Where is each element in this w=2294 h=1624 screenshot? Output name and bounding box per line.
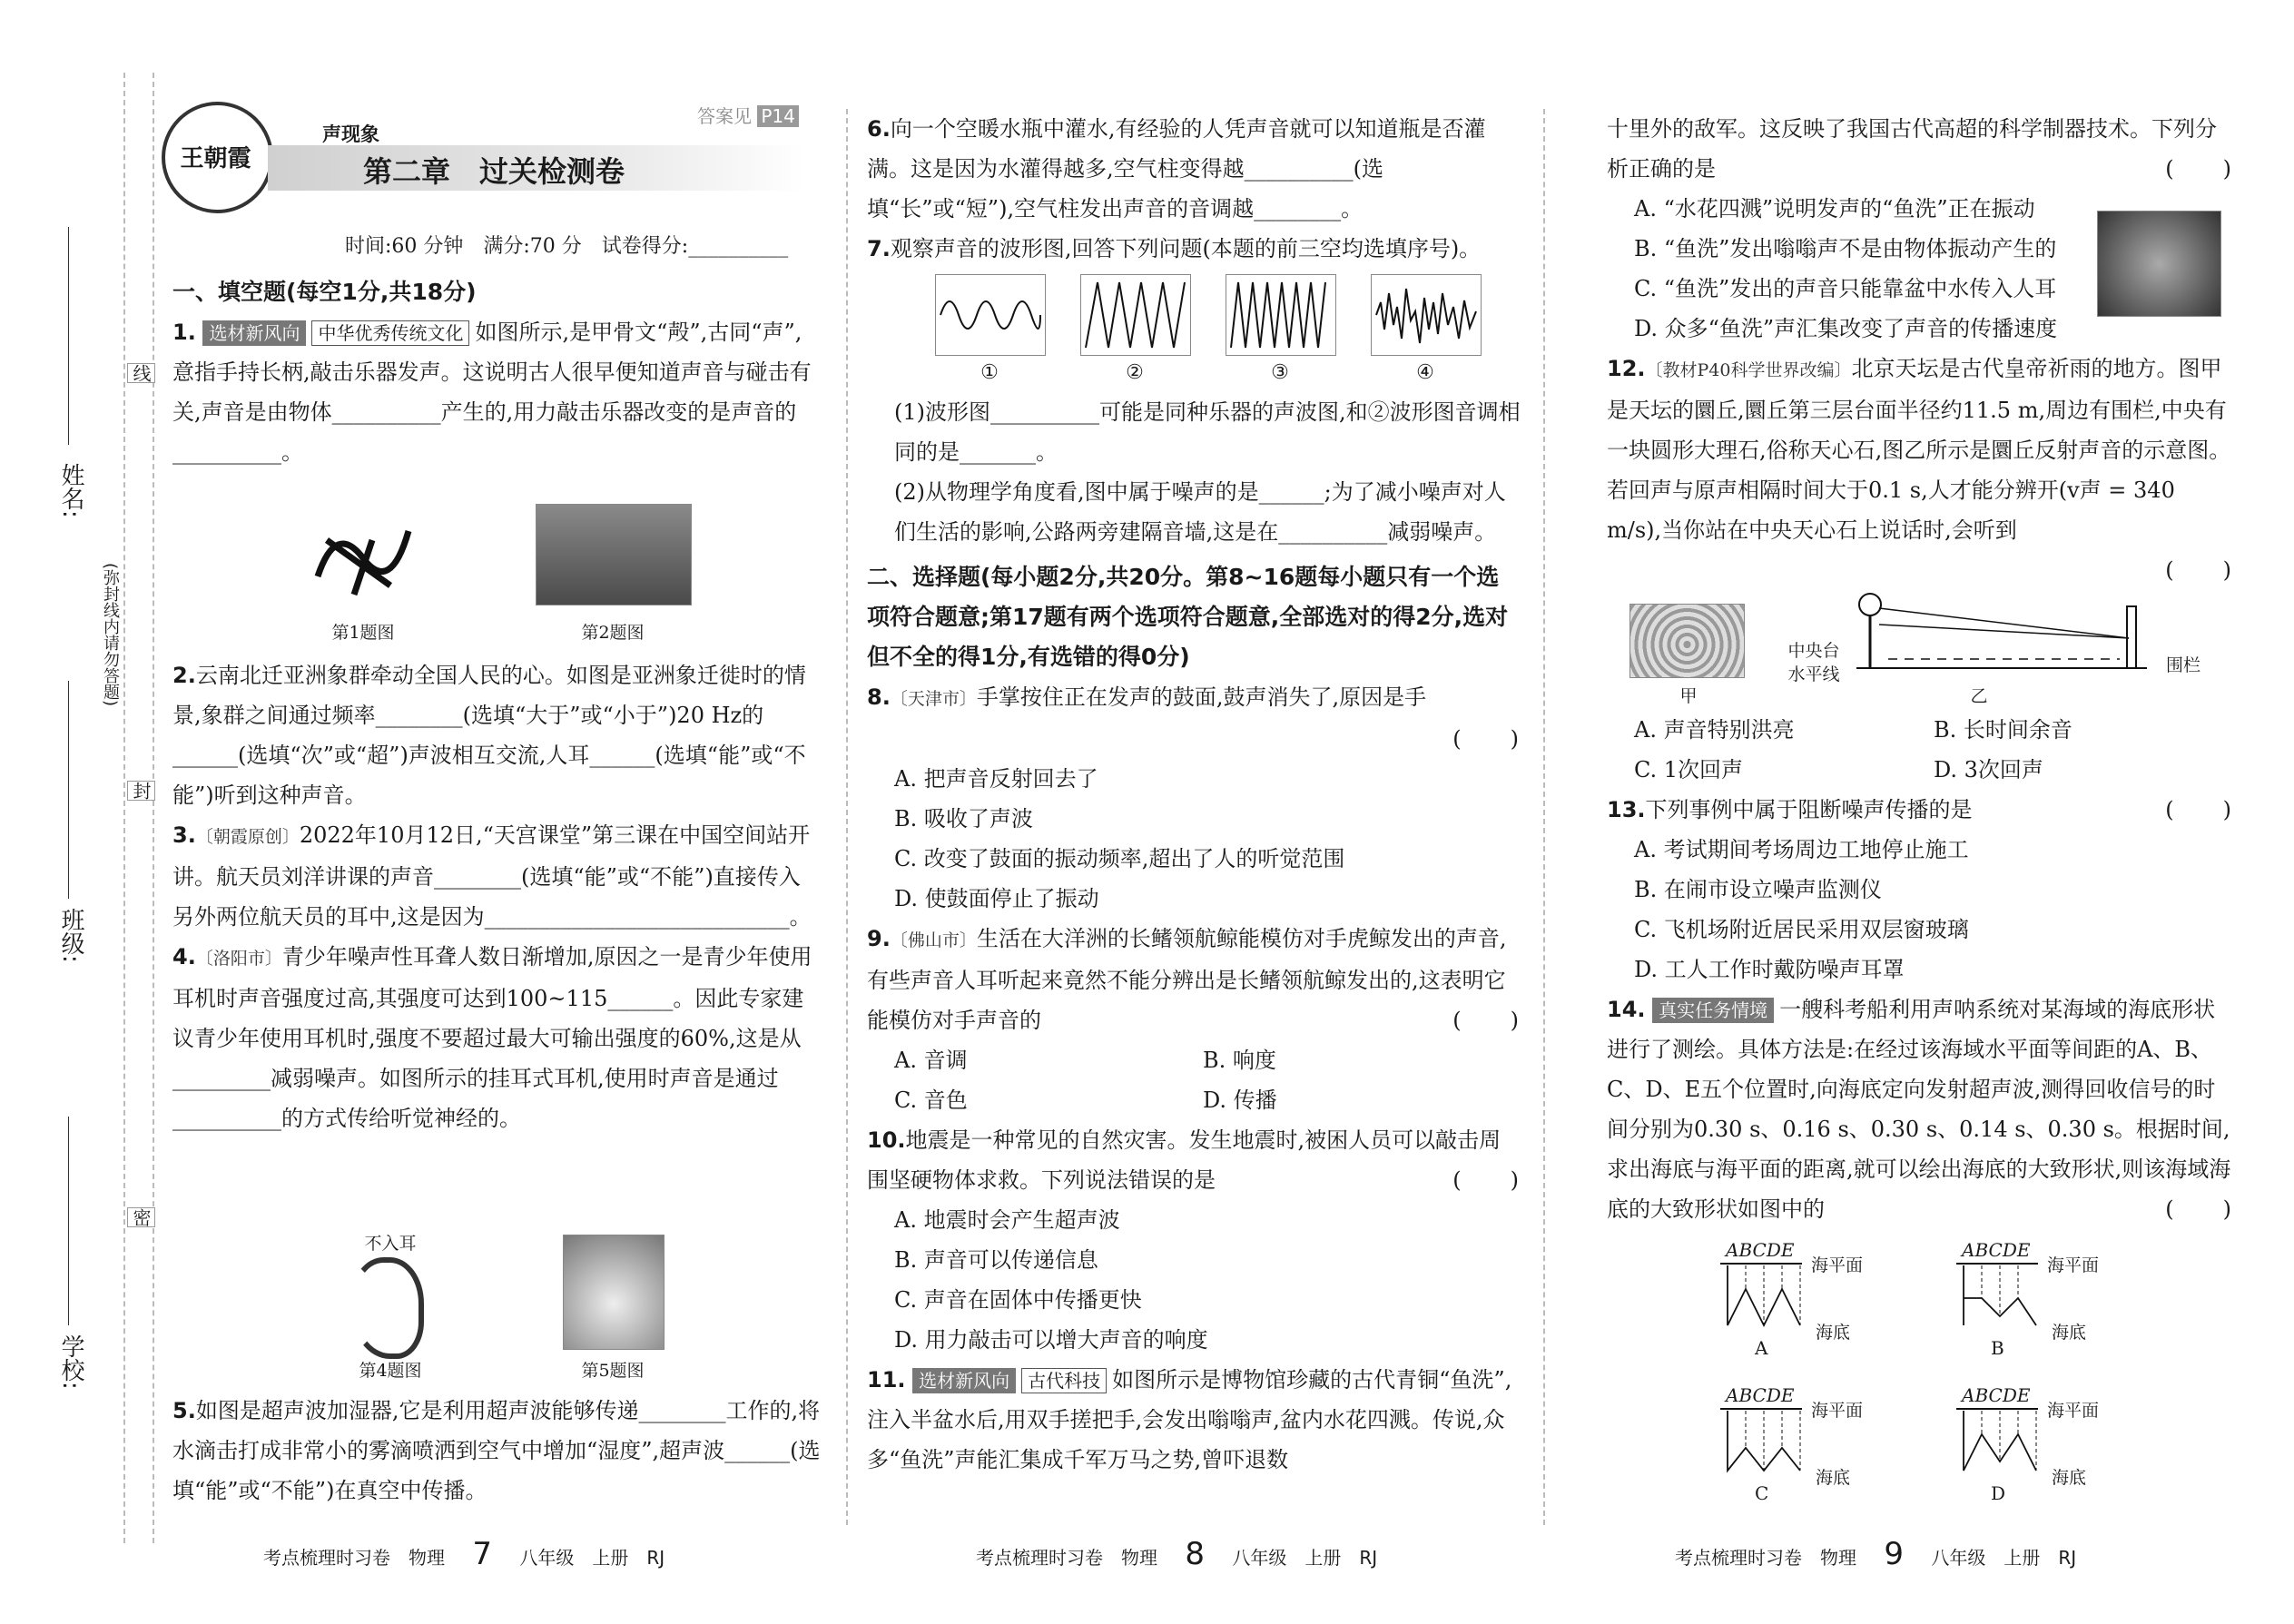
- seafloor-c-label[interactable]: C: [1755, 1482, 1769, 1504]
- q9-options-row-2: [867, 1080, 1521, 1120]
- q8-text: 手掌按住正在发声的鼓面,鼓声消失了,原因是手: [976, 684, 1427, 710]
- seafloor-d-label[interactable]: D: [1991, 1482, 2006, 1504]
- q8-option-d[interactable]: D. 使鼓面停止了振动: [894, 886, 1099, 911]
- brand-name: 王朝霞: [180, 145, 251, 172]
- seafloor-d-letters: ABCDE: [1962, 1384, 2031, 1406]
- q8-option-c[interactable]: C. 改变了鼓面的振动频率,超出了人的听觉范围: [894, 846, 1345, 871]
- elephant-photo: [536, 504, 692, 605]
- q9-option-b[interactable]: B. 响度: [1203, 1048, 1276, 1073]
- binding-seal-line: 线: [127, 363, 155, 383]
- right-column: [1607, 109, 2233, 590]
- q10-text: 地震是一种常见的自然灾害。发生地震时,被困人员可以敲击周围坚硬物体求救。下列说法错误的是: [867, 1127, 1501, 1193]
- binding-note: (弥封线内请勿答题): [101, 563, 120, 707]
- answer-ref-label: 答案见: [697, 105, 752, 127]
- oracle-bone-glyph: [300, 504, 427, 613]
- page-number-7: 7: [472, 1536, 492, 1572]
- temple-photo: [1629, 604, 1745, 678]
- footer-8-grade: 八年级 上册 RJ: [1232, 1547, 1378, 1569]
- humidifier-photo: [563, 1235, 665, 1350]
- question-6: 6.向一个空暖水瓶中灌水,有经验的人凭声音就可以知道瓶是否灌满。这是因为水灌得越多,空气柱变得越__________(选填“长”或“短”),空气柱发出声音的音调越________。: [867, 116, 1486, 221]
- waveform-1: [935, 274, 1046, 356]
- reflection-drawing: [1852, 588, 2151, 679]
- question-1: 1. 选材新风向 中华优秀传统文化 如图所示,是甲骨文“殸”,古同“声”,意指手持长柄,敲击乐器发声。这说明古人很早便知道声音与碰击有关,声音是由物体__________产生的,用力敲击乐器改变的是声音的__________。: [172, 320, 812, 465]
- footer-page-9: [1675, 1536, 2076, 1572]
- q3-text: 2022年10月12日,“天宫课堂”第三课在中国空间站开讲。航天员刘洋讲课的声音________(选填“能”或“不能”)直接传入另外两位航天员的耳中,这是因为____________________________。: [172, 822, 812, 930]
- name-line: [68, 227, 69, 445]
- waveform-1-drawing: [936, 275, 1045, 355]
- page-number-8: 8: [1185, 1536, 1205, 1572]
- question-2: 2.云南北迁亚洲象群牵动全国人民的心。如图是亚洲象迁徙时的情景,象群之间通过频率________(选填“大于”或“小于”)20 Hz的______(选填“次”或“超”)声波相互交流,人耳______(选填“能”或“不能”)听到这种声音。: [172, 663, 806, 808]
- q8-paren: ( ): [1452, 726, 1521, 752]
- q9-option-a[interactable]: A. 音调: [894, 1048, 968, 1073]
- seafloor-c-letters: ABCDE: [1726, 1384, 1795, 1406]
- q11-option-b[interactable]: B. “鱼洗”发出嗡嗡声不是由物体振动产生的: [1634, 236, 2057, 261]
- seafloor-a-letters: ABCDE: [1726, 1239, 1795, 1261]
- q11-option-a[interactable]: A. “水花四溅”说明发声的“鱼洗”正在振动: [1634, 196, 2035, 221]
- ear-drawing: [350, 1257, 424, 1359]
- question-7: 7.观察声音的波形图,回答下列问题(本题的前三空均选填序号)。: [867, 236, 1482, 261]
- q11-text: 如图所示是博物馆珍藏的古代青铜“鱼洗”,注入半盆水后,用双手搓把手,会发出嗡嗡声,盆内水花四溅。传说,众多“鱼洗”声能汇集成千军万马之势,曾吓退数: [867, 1367, 1512, 1472]
- q8-option-b[interactable]: B. 吸收了声波: [894, 806, 1033, 832]
- q13-option-c[interactable]: C. 飞机场附近居民采用双层窗玻璃: [1634, 917, 1969, 942]
- q2-text: 云南北迁亚洲象群牵动全国人民的心。如图是亚洲象迁徙时的情景,象群之间通过频率________(选填“大于”或“小于”)20 Hz的______(选填“次”或“超”)声波相互交流,人耳______(选填“能”或“不能”)听到这种声音。: [172, 663, 806, 808]
- seafloor-b-surface: 海平面: [2047, 1255, 2100, 1275]
- column-divider-2: [1543, 109, 1545, 1525]
- q11-option-d[interactable]: D. 众多“鱼洗”声汇集改变了声音的传播速度: [1634, 316, 2058, 341]
- q13-paren: ( ): [2165, 797, 2233, 822]
- q13-text: 下列事例中属于阻断噪声传播的是: [1645, 797, 1973, 822]
- q13-option-d[interactable]: D. 工人工作时戴防噪声耳罩: [1634, 957, 1905, 982]
- q12-option-a[interactable]: A. 声音特别洪亮: [1634, 717, 1795, 743]
- question-10: 10.地震是一种常见的自然灾害。发生地震时,被困人员可以敲击周围坚硬物体求救。下列说法错误的是 ( ): [867, 1120, 1521, 1200]
- footer-9-grade: 八年级 上册 RJ: [1931, 1547, 2077, 1569]
- footer-7-grade: 八年级 上册 RJ: [519, 1547, 665, 1569]
- q11-cont-text: 十里外的敌军。这反映了我国古代高超的科学制器技术。下列分析正确的是: [1607, 116, 2217, 182]
- page-number-9: 9: [1884, 1536, 1904, 1572]
- q12-option-c[interactable]: C. 1次回声: [1634, 757, 1744, 782]
- fig4-caption: 第4题图: [359, 1361, 422, 1381]
- q9-paren: ( ): [1452, 1008, 1521, 1033]
- fig5-caption: 第5题图: [581, 1361, 645, 1381]
- q1-text: 如图所示,是甲骨文“殸”,古同“声”,意指手持长柄,敲击乐器发声。这说明古人很早便知道声音与碰击有关,声音是由物体__________产生的,用力敲击乐器改变的是声音的__________。: [172, 320, 812, 465]
- brand-logo: [162, 102, 273, 213]
- q1-tag-2: 中华优秀传统文化: [311, 320, 469, 346]
- section-choice-title: 二、选择题(每小题2分,共20分。第8~16题每小题只有一个选项符合题意;第17题有两个选项符合题意,全部选对的得2分,选对但不全的得1分,有选错的得0分): [867, 564, 1509, 670]
- seafloor-option-c: [1720, 1384, 1920, 1502]
- column-divider-1: [846, 109, 848, 1525]
- q5-text: 如图是超声波加湿器,它是利用超声波能够传递________工作的,将水滴击打成非常小的雾滴喷洒到空气中增加“湿度”,超声波______(选填“能”或“不能”)在真空中传播。: [172, 1398, 821, 1503]
- footer-page-7: [263, 1536, 665, 1572]
- question-11: 11. 选材新风向 古代科技 如图所示是博物馆珍藏的古代青铜“鱼洗”,注入半盆水后,用双手搓把手,会发出嗡嗡声,盆内水花四溅。传说,众多“鱼洗”声能汇集成千军万马之势,曾吓退数: [867, 1367, 1512, 1472]
- q8-option-a[interactable]: A. 把声音反射回去了: [894, 766, 1098, 792]
- q7-text: 观察声音的波形图,回答下列问题(本题的前三空均选填序号)。: [890, 236, 1482, 261]
- fish-basin-photo: [2097, 211, 2221, 317]
- question-3: 3.〔朝霞原创〕2022年10月12日,“天宫课堂”第三课在中国空间站开讲。航天员刘洋讲课的声音________(选填“能”或“不能”)直接传入另外两位航天员的耳中,这是因为____________________________。: [172, 822, 812, 930]
- q12-option-b[interactable]: B. 长时间余音: [1934, 717, 2072, 743]
- fig12-label-a: 甲: [1679, 686, 1698, 706]
- q12-source: 〔教材P40科学世界改编〕: [1645, 360, 1852, 380]
- question-9: 9.〔佛山市〕生活在大洋洲的长鳍领航鲸能模仿对手虎鲸发出的声音,有些声音人耳听起来竟然不能分辨出是长鳍领航鲸发出的,这表明它能模仿对手声音的 ( ): [867, 919, 1521, 1040]
- q12-text: 北京天坛是古代皇帝祈雨的地方。图甲是天坛的圜丘,圜丘第三层台面半径约11.5 m,周边有围栏,中央有一块圆形大理石,俗称天心石,图乙所示是圜丘反射声音的示意图。若回声与原声相隔时间大于0.1 s,人才能分辨开(v声 = 340 m/s),当你站在中央天心石上说话时,会听到: [1607, 356, 2231, 543]
- seafloor-option-d: [1956, 1384, 2156, 1502]
- q14-tag: 真实任务情境: [1652, 998, 1774, 1023]
- q10-option-d[interactable]: D. 用力敲击可以增大声音的响度: [894, 1327, 1208, 1353]
- question-5: 5.如图是超声波加湿器,它是利用超声波能够传递________工作的,将水滴击打成非常小的雾滴喷洒到空气中增加“湿度”,超声波______(选填“能”或“不能”)在真空中传播。: [172, 1398, 821, 1503]
- fig2-caption: 第2题图: [581, 623, 645, 643]
- q7-part-1: (1)波形图__________可能是同种乐器的声波图,和②波形图音调相同的是_______。: [894, 399, 1521, 465]
- q9-text: 生活在大洋洲的长鳍领航鲸能模仿对手虎鲸发出的声音,有些声音人耳听起来竟然不能分辨出是长鳍领航鲸发出的,这表明它能模仿对手声音的: [867, 926, 1507, 1033]
- wave-label-2: ②: [1126, 361, 1144, 384]
- seafloor-b-letters: ABCDE: [1962, 1239, 2031, 1261]
- question-14: 14. 真实任务情境 一艘科考船利用声呐系统对某海域的海底形状进行了测绘。具体方法是:在经过该海域水平面等间距的A、B、C、D、E五个位置时,向海底定向发射超声波,测得回收信号的时间分别为0.30 s、0.16 s、0.30 s、0.14 s、0.30 s。根据时间,求出海底与海平面的距离,就可以绘出海底的大致形状,则该海域海底的大致形状如图中的 ( ): [1607, 989, 2233, 1229]
- footer-9-book: 考点梳理时习卷 物理: [1675, 1547, 1856, 1569]
- school-label: 学校:: [57, 1334, 84, 1390]
- q11-tag-1: 选材新风向: [912, 1368, 1016, 1393]
- wave-label-4: ④: [1416, 361, 1434, 384]
- footer-page-8: [976, 1536, 1377, 1572]
- seafloor-b-bottom: 海底: [2052, 1323, 2087, 1343]
- q11-paren: ( ): [2165, 156, 2233, 182]
- fig4-label: 不入耳: [364, 1234, 417, 1254]
- middle-column-2: [867, 392, 1521, 1480]
- q11-tag-2: 古代科技: [1021, 1368, 1107, 1393]
- seafloor-c-surface: 海平面: [1811, 1401, 1864, 1421]
- footer-7-book: 考点梳理时习卷 物理: [263, 1547, 445, 1569]
- q10-option-a[interactable]: A. 地震时会产生超声波: [894, 1207, 1120, 1233]
- seafloor-option-b: [1956, 1239, 2156, 1357]
- wave-label-3: ③: [1271, 361, 1289, 384]
- seafloor-b-label[interactable]: B: [1991, 1337, 2004, 1359]
- q9-source: 〔佛山市〕: [890, 930, 977, 950]
- q12-options-row-1: [1607, 710, 2233, 750]
- binding-line-outer: [123, 73, 125, 1543]
- school-line: [68, 1117, 69, 1325]
- left-column-3: [172, 1391, 822, 1511]
- fig12-center-label-2: 水平线: [1787, 664, 1840, 684]
- topic-label: 声现象: [322, 123, 379, 145]
- q10-paren: ( ): [1452, 1167, 1521, 1193]
- name-label: 姓名:: [57, 463, 84, 518]
- oracle-glyph-drawing: [300, 504, 427, 613]
- q12-paren: ( ): [2165, 557, 2233, 583]
- question-13: 13.下列事例中属于阻断噪声传播的是 ( ): [1607, 790, 2233, 830]
- q4-source: 〔洛阳市〕: [195, 949, 282, 969]
- q1-tag-1: 选材新风向: [202, 320, 306, 346]
- class-label: 班级:: [57, 908, 84, 963]
- waveform-2: [1080, 274, 1191, 356]
- class-line: [68, 681, 69, 899]
- chapter-title: 第二章 过关检测卷: [363, 154, 625, 189]
- q9-option-c[interactable]: C. 音色: [894, 1088, 968, 1113]
- fig12-label-b: 乙: [1970, 686, 1988, 706]
- waveform-3-drawing: [1226, 275, 1335, 355]
- question-8: 8.〔天津市〕手掌按住正在发声的鼓面,鼓声消失了,原因是手: [867, 684, 1427, 710]
- binding-seal-dense: 密: [127, 1207, 155, 1227]
- waveform-3: [1226, 274, 1336, 356]
- q10-option-c[interactable]: C. 声音在固体中传播更快: [894, 1287, 1142, 1313]
- waveform-4-drawing: [1372, 275, 1481, 355]
- q13-option-a[interactable]: A. 考试期间考场周边工地停止施工: [1634, 837, 1969, 862]
- seafloor-a-label[interactable]: A: [1755, 1337, 1768, 1359]
- middle-column: [867, 109, 1521, 269]
- right-column-2: [1607, 710, 2233, 1229]
- q11-continued: [1607, 109, 2233, 189]
- seafloor-c-bottom: 海底: [1816, 1468, 1851, 1488]
- binding-line-inner: [153, 73, 154, 1543]
- q11-option-c[interactable]: C. “鱼洗”发出的声音只能靠盆中水传入人耳: [1634, 276, 2057, 301]
- q9-options-row-1: [867, 1040, 1521, 1080]
- seafloor-a-bottom: 海底: [1816, 1323, 1851, 1343]
- waveform-4: [1371, 274, 1482, 356]
- q8-source: 〔天津市〕: [890, 689, 977, 709]
- binding-seal-seal: 封: [127, 781, 155, 801]
- q14-text: 一艘科考船利用声呐系统对某海域的海底形状进行了测绘。具体方法是:在经过该海域水平面等间距的A、B、C、D、E五个位置时,向海底定向发射超声波,测得回收信号的时间分别为0.30 s、0.16 s、0.30 s、0.14 s、0.30 s。根据时间,求出海底与海平面的距离,就可以绘出海底的大致形状,则该海域海底的大致形状如图中的: [1607, 997, 2231, 1222]
- q3-source: 〔朝霞原创〕: [195, 827, 300, 847]
- q6-text: 向一个空暖水瓶中灌水,有经验的人凭声音就可以知道瓶是否灌满。这是因为水灌得越多,空气柱变得越__________(选填“长”或“短”),空气柱发出声音的音调越________。: [867, 116, 1486, 221]
- seafloor-d-surface: 海平面: [2047, 1401, 2100, 1421]
- q10-option-b[interactable]: B. 声音可以传递信息: [894, 1247, 1098, 1273]
- exam-meta: 时间:60 分钟 满分:70 分 试卷得分:__________: [345, 235, 789, 258]
- q4-text: 青少年噪声性耳聋人数日渐增加,原因之一是青少年使用耳机时声音强度过高,其强度可达到100~115______。因此专家建议青少年使用耳机时,强度不要超过最大可输出强度的60%,这是从_________减弱噪声。如图所示的挂耳式耳机,使用时声音是通过__________的方式传给听觉神经的。: [172, 944, 812, 1131]
- left-column: [172, 272, 822, 472]
- footer-8-book: 考点梳理时习卷 物理: [976, 1547, 1157, 1569]
- q12-options-row-2: [1607, 750, 2233, 790]
- left-column-2: [172, 655, 822, 1138]
- answer-ref: [697, 102, 799, 128]
- q12-option-d[interactable]: D. 3次回声: [1934, 757, 2043, 782]
- q7-part-2: (2)从物理学角度看,图中属于噪声的是______;为了减小噪声对人们生活的影响,公路两旁建隔音墙,这是在__________减弱噪声。: [894, 479, 1506, 545]
- q12-paren-line: [1607, 550, 2233, 590]
- section-fill-title: 一、填空题(每空1分,共18分): [172, 279, 477, 305]
- fig12-rail-label: 围栏: [2165, 655, 2200, 675]
- waveform-2-drawing: [1081, 275, 1190, 355]
- reflection-diagram: [1852, 588, 2151, 679]
- question-4: 4.〔洛阳市〕青少年噪声性耳聋人数日渐增加,原因之一是青少年使用耳机时声音强度过高,其强度可达到100~115______。因此专家建议青少年使用耳机时,强度不要超过最大可输出强度的60%,这是从_________减弱噪声。如图所示的挂耳式耳机,使用时声音是通过__________的方式传给听觉神经的。: [172, 944, 812, 1131]
- seafloor-a-surface: 海平面: [1811, 1255, 1864, 1275]
- q13-option-b[interactable]: B. 在闹市设立噪声监测仪: [1634, 877, 1882, 902]
- q14-paren: ( ): [2165, 1196, 2233, 1222]
- fig1-caption: 第1题图: [331, 623, 395, 643]
- q8-paren-line: [867, 719, 1521, 759]
- fig12-center-label: 中央台: [1787, 641, 1840, 661]
- q9-option-d[interactable]: D. 传播: [1203, 1088, 1277, 1113]
- wave-label-1: ①: [980, 361, 999, 384]
- seafloor-d-bottom: 海底: [2052, 1468, 2087, 1488]
- seafloor-option-a: [1720, 1239, 1920, 1357]
- question-12: 12.〔教材P40科学世界改编〕北京天坛是古代皇帝祈雨的地方。图甲是天坛的圜丘,圜丘第三层台面半径约11.5 m,周边有围栏,中央有一块圆形大理石,俗称天心石,图乙所示是圜丘反射声音的示意图。若回声与原声相隔时间大于0.1 s,人才能分辨开(v声 = 340 m/s),当你站在中央天心石上说话时,会听到: [1607, 356, 2231, 543]
- answer-ref-page: P14: [757, 105, 799, 127]
